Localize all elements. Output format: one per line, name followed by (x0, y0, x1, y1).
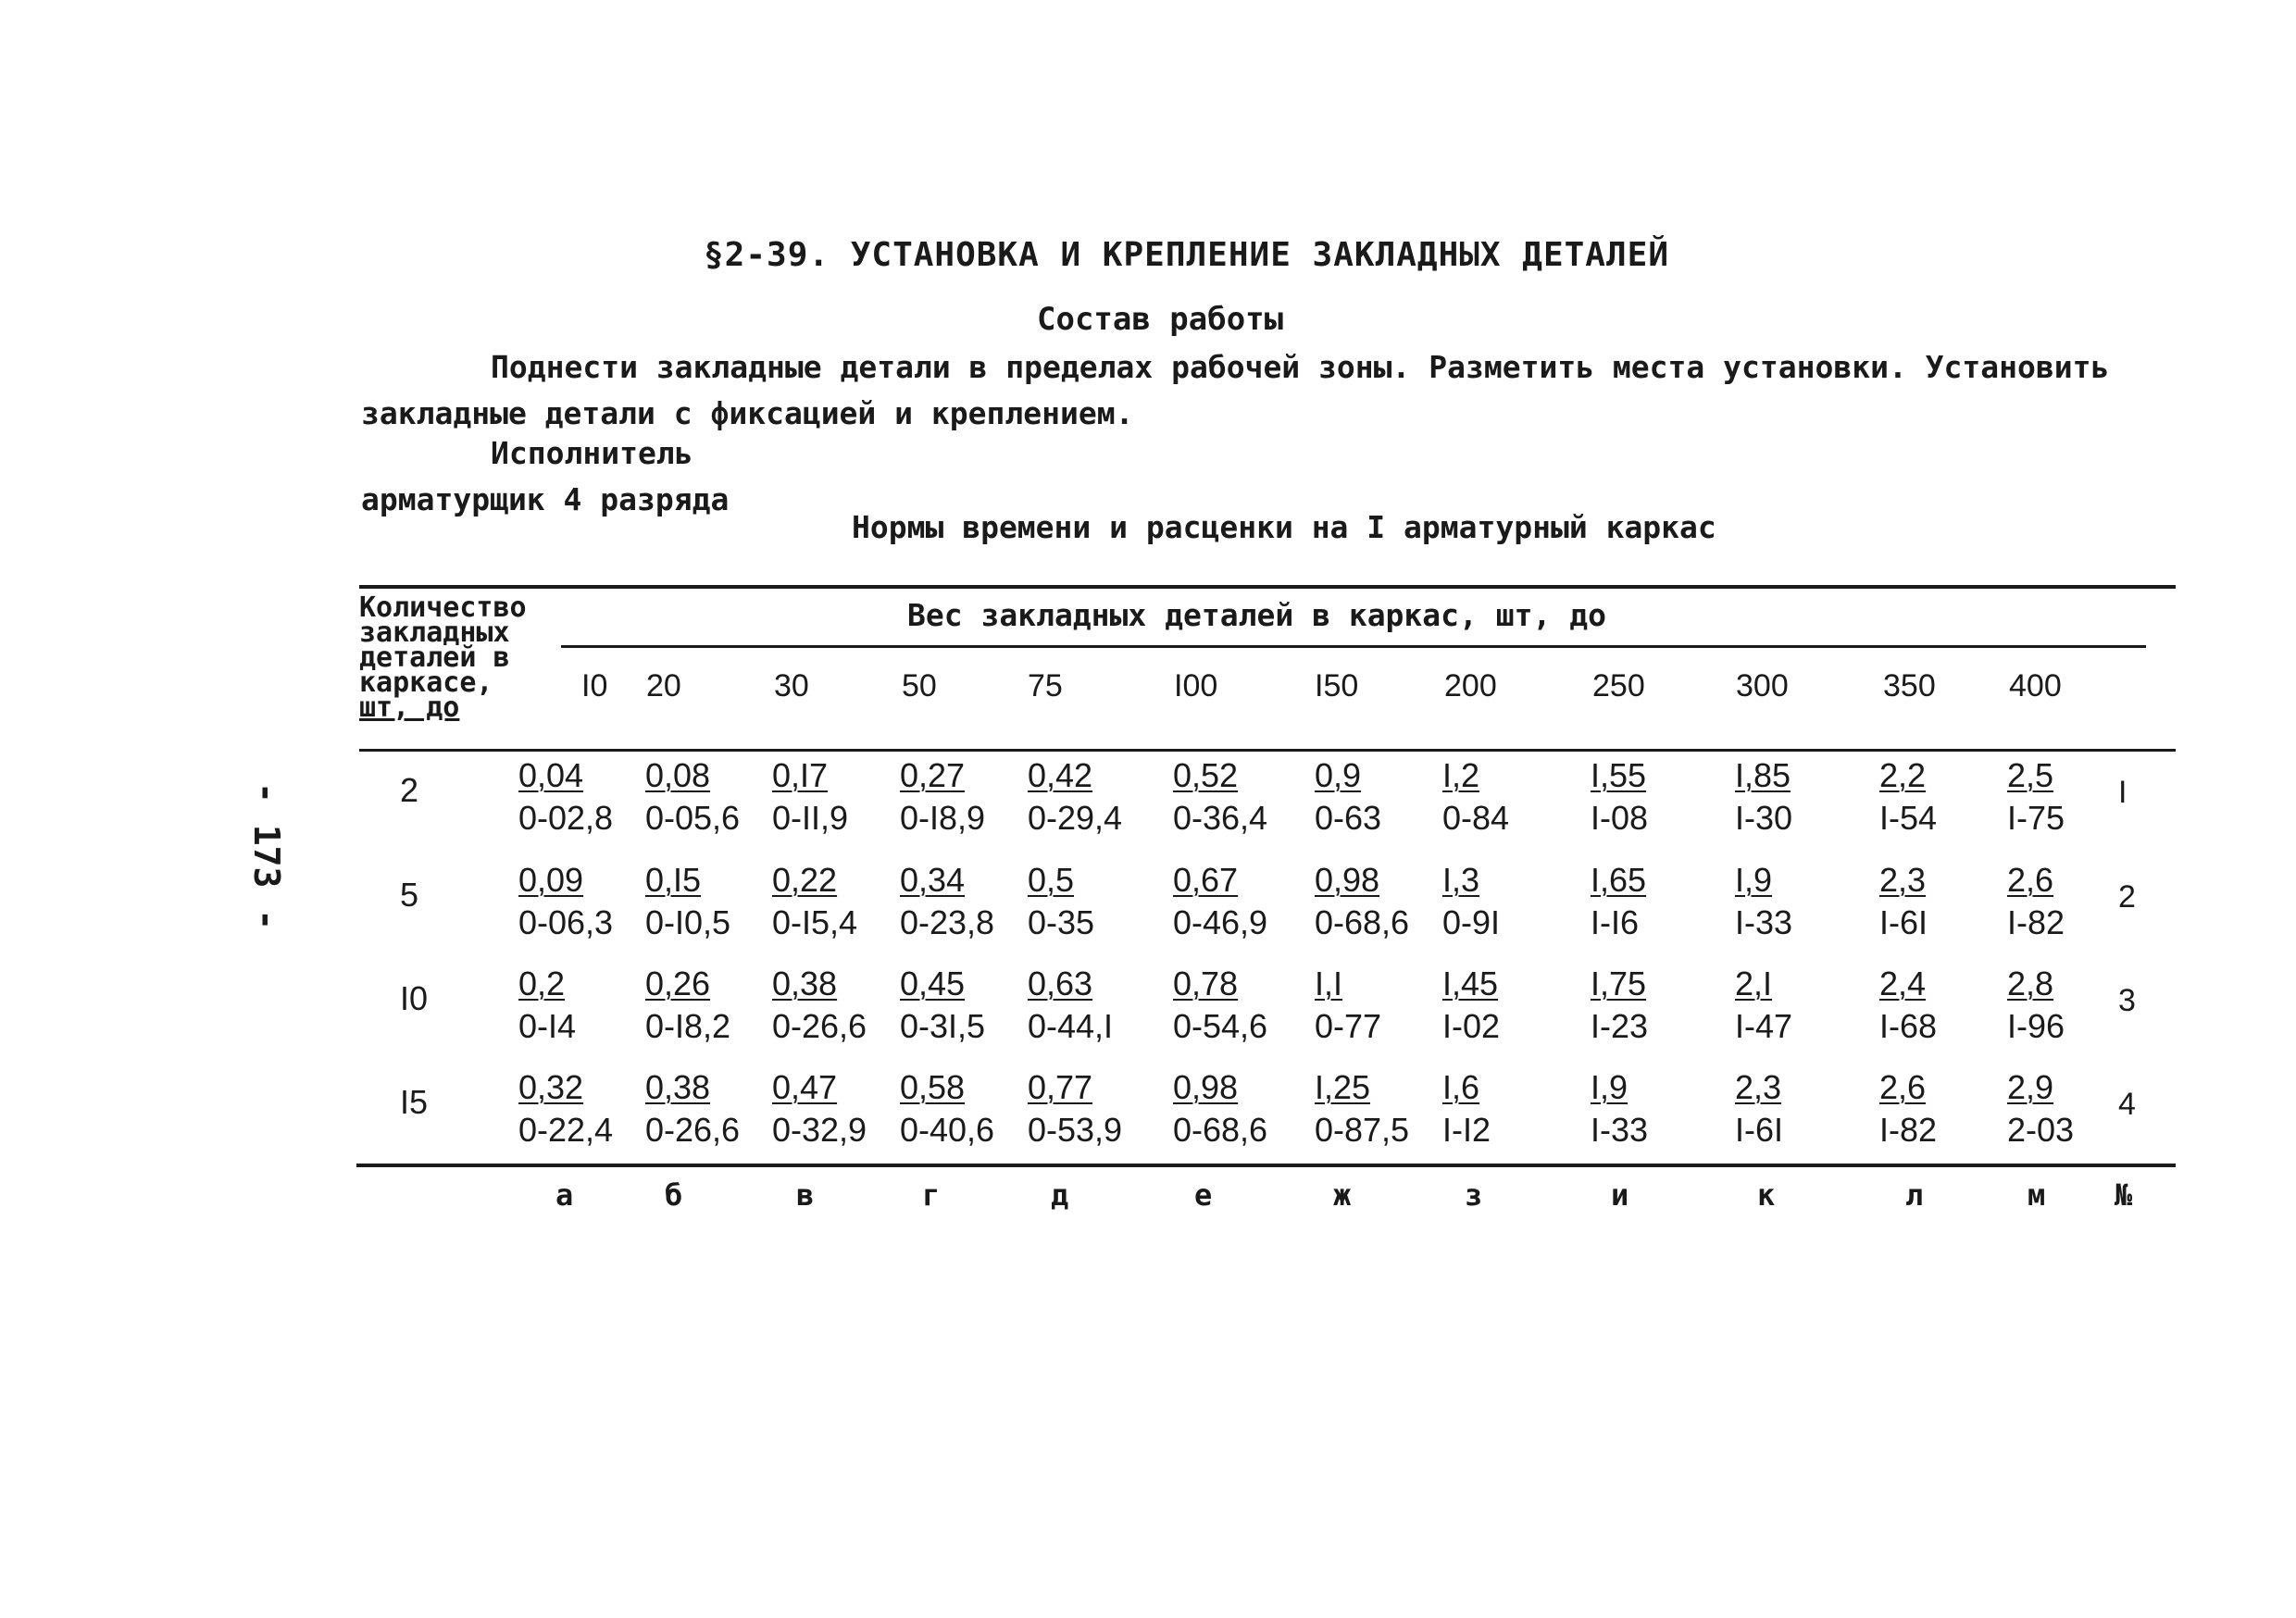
header-bottom-rule (359, 749, 2176, 752)
table-cell (1315, 1066, 1409, 1151)
column-header: 75 (1028, 668, 1063, 703)
price-rate: 0-54,6 (1173, 1007, 1268, 1045)
price-rate: 0-35 (1028, 903, 1095, 941)
price-rate: 0-05,6 (645, 799, 741, 837)
table-cell (1315, 859, 1409, 944)
price-rate: 0-II,9 (772, 799, 849, 837)
column-letter: а (555, 1177, 574, 1213)
column-letter: д (1051, 1177, 1069, 1213)
price-rate: I-02 (1442, 1007, 1501, 1045)
table-cell (1173, 1066, 1267, 1151)
time-norm: 0,09 (518, 861, 584, 899)
column-header: 30 (774, 668, 809, 703)
price-rate: 2-03 (2007, 1111, 2075, 1149)
table-cell (1442, 754, 1509, 840)
table-cell (1028, 1066, 1122, 1151)
time-norm: 0,77 (1028, 1068, 1093, 1106)
price-rate: 0-I4 (518, 1007, 577, 1045)
table-cell (900, 754, 985, 840)
time-norm: I,55 (1591, 756, 1647, 794)
price-rate: 0-06,3 (518, 903, 614, 941)
time-norm: I,3 (1442, 861, 1480, 899)
time-norm: 0,04 (518, 756, 584, 794)
column-header: 200 (1444, 668, 1497, 703)
price-rate: I-23 (1591, 1007, 1649, 1045)
price-rate: 0-23,8 (900, 903, 995, 941)
time-norm: 0,63 (1028, 965, 1093, 1002)
table-cell (900, 963, 985, 1048)
time-norm: 0,98 (1173, 1068, 1239, 1106)
time-norm: 2,3 (1735, 1068, 1782, 1106)
column-header: 20 (646, 668, 681, 703)
column-letter: л (1905, 1177, 1924, 1213)
time-norm: 0,2 (518, 965, 566, 1002)
time-norm: 0,27 (900, 756, 966, 794)
column-header: I0 (581, 668, 608, 703)
work-composition-heading: Состав работы (1037, 301, 1284, 338)
time-norm: I,45 (1442, 965, 1499, 1002)
table-cell (1879, 1066, 1942, 1151)
table-cell (1879, 963, 1942, 1048)
row-header-line: закладных (359, 616, 510, 649)
time-norm: 0,47 (772, 1068, 838, 1106)
table-cell (900, 1066, 994, 1151)
price-rate: I-08 (1591, 799, 1649, 837)
price-rate: I-96 (2007, 1007, 2065, 1045)
table-cell (1735, 1066, 1798, 1151)
time-norm: I,6 (1442, 1068, 1480, 1106)
column-letter: к (1757, 1177, 1776, 1213)
column-letter: м (2028, 1177, 2046, 1213)
price-rate: I-30 (1735, 799, 1793, 837)
time-norm: 0,34 (900, 861, 966, 899)
time-norm: 2,8 (2007, 965, 2054, 1002)
time-norm: 2,2 (1879, 756, 1927, 794)
table-cell (2007, 859, 2070, 944)
column-header: 300 (1736, 668, 1789, 703)
time-norm: 0,I7 (772, 756, 829, 794)
norms-caption: Нормы времени и расценки на I арматурный каркас (852, 509, 1716, 545)
table-cell (2007, 754, 2070, 840)
table-cell (1028, 963, 1113, 1048)
row-number: 4 (2118, 1087, 2136, 1122)
column-header: I50 (1315, 668, 1359, 703)
table-cell (1591, 963, 1663, 1048)
table-cell (1173, 754, 1267, 840)
table-cell (772, 963, 867, 1048)
column-letter: г (922, 1177, 941, 1213)
row-header-label (359, 591, 554, 724)
price-rate: I-82 (1879, 1111, 1938, 1149)
table-cell (1591, 754, 1663, 840)
price-rate: I-54 (1879, 799, 1938, 837)
time-norm: 0,58 (900, 1068, 966, 1106)
header-mid-rule (561, 645, 2146, 648)
time-norm: I,25 (1315, 1068, 1371, 1106)
column-header: 400 (2009, 668, 2062, 703)
row-quantity-label: 5 (400, 876, 419, 914)
price-rate: 0-32,9 (772, 1111, 867, 1149)
time-norm: 2,6 (2007, 861, 2054, 899)
time-norm: 0,9 (1315, 756, 1362, 794)
row-quantity-label: I0 (400, 979, 429, 1017)
column-letter: б (665, 1177, 683, 1213)
time-norm: I,65 (1591, 861, 1647, 899)
price-rate: 0-44,I (1028, 1007, 1114, 1045)
price-rate: 0-53,9 (1028, 1111, 1123, 1149)
table-cell (1315, 963, 1381, 1048)
time-norm: 0,78 (1173, 965, 1239, 1002)
price-rate: I-I2 (1442, 1111, 1491, 1149)
price-rate: 0-68,6 (1173, 1111, 1268, 1149)
price-rate: I-82 (2007, 903, 2065, 941)
time-norm: 0,08 (645, 756, 711, 794)
page-number: - 173 - (246, 782, 287, 931)
row-header-line: шт, до (359, 691, 460, 724)
price-rate: I-6I (1735, 1111, 1784, 1149)
price-rate: I-33 (1735, 903, 1793, 941)
time-norm: 0,5 (1028, 861, 1075, 899)
table-cell (518, 1066, 613, 1151)
table-cell (1028, 754, 1122, 840)
price-rate: 0-I8,9 (900, 799, 986, 837)
table-cell (645, 754, 740, 840)
price-rate: 0-9I (1442, 903, 1501, 941)
time-norm: 2,4 (1879, 965, 1927, 1002)
table-cell (518, 963, 581, 1048)
price-rate: I-75 (2007, 799, 2065, 837)
column-header: I00 (1174, 668, 1218, 703)
column-letter: ж (1333, 1177, 1352, 1213)
price-rate: 0-26,6 (772, 1007, 867, 1045)
column-header: 350 (1883, 668, 1936, 703)
time-norm: 2,I (1735, 965, 1773, 1002)
column-header: 250 (1592, 668, 1645, 703)
price-rate: 0-63 (1315, 799, 1382, 837)
table-cell (1735, 963, 1792, 1048)
table-cell (1028, 859, 1094, 944)
price-rate: I-47 (1735, 1007, 1793, 1045)
work-description: Поднести закладные детали в пределах рабочей зоны. Разметить места установки. Установить закладные детали с фиксацией и креплением. (361, 349, 2110, 431)
price-rate: I-33 (1591, 1111, 1649, 1149)
time-norm: 0,45 (900, 965, 966, 1002)
time-norm: I,85 (1735, 756, 1791, 794)
row-header-line: каркасе, (359, 666, 493, 699)
table-cell (645, 963, 730, 1048)
price-rate: 0-46,9 (1173, 903, 1268, 941)
price-rate: 0-I0,5 (645, 903, 731, 941)
price-rate: I-6I (1879, 903, 1928, 941)
row-quantity-label: 2 (400, 771, 419, 809)
time-norm: 0,38 (645, 1068, 711, 1106)
table-cell (900, 859, 994, 944)
time-norm: 0,26 (645, 965, 711, 1002)
time-norm: I,75 (1591, 965, 1647, 1002)
table-cell (1442, 1066, 1496, 1151)
price-rate: I-I6 (1591, 903, 1640, 941)
table-cell (2007, 1066, 2074, 1151)
time-norm: I,I (1315, 965, 1343, 1002)
column-header: 50 (902, 668, 937, 703)
section-title: §2-39. УСТАНОВКА И КРЕПЛЕНИЕ ЗАКЛАДНЫХ ДЕТАЛЕЙ (704, 236, 1669, 274)
column-letter: з (1465, 1177, 1483, 1213)
table-cell (772, 859, 857, 944)
price-rate: 0-3I,5 (900, 1007, 986, 1045)
row-header-line: деталей в (359, 641, 510, 674)
table-top-rule (359, 585, 2176, 589)
price-rate: 0-77 (1315, 1007, 1382, 1045)
time-norm: 2,6 (1879, 1068, 1927, 1106)
time-norm: 0,I5 (645, 861, 702, 899)
table-cell (772, 1066, 867, 1151)
table-cell (1591, 1066, 1648, 1151)
time-norm: 0,22 (772, 861, 838, 899)
executor-label: Исполнитель (491, 435, 693, 471)
price-rate: 0-29,4 (1028, 799, 1123, 837)
price-rate: 0-I8,2 (645, 1007, 731, 1045)
table-cell (2007, 963, 2070, 1048)
time-norm: 2,3 (1879, 861, 1927, 899)
row-number: 3 (2118, 983, 2136, 1018)
table-cell (1735, 754, 1807, 840)
row-header-line: Количество (359, 591, 527, 624)
row-quantity-label: I5 (400, 1083, 429, 1121)
price-rate: 0-87,5 (1315, 1111, 1410, 1149)
table-cell (1879, 754, 1942, 840)
table-cell (1735, 859, 1792, 944)
weight-heading: Вес закладных деталей в каркас, шт, до (907, 597, 1606, 633)
row-number: 2 (2118, 879, 2136, 915)
price-rate: 0-02,8 (518, 799, 614, 837)
table-cell (1315, 754, 1381, 840)
time-norm: I,9 (1591, 1068, 1628, 1106)
number-symbol: № (2115, 1177, 2133, 1213)
price-rate: 0-40,6 (900, 1111, 995, 1149)
executor-value: арматурщик 4 разряда (361, 481, 730, 517)
time-norm: 0,67 (1173, 861, 1239, 899)
column-letter: в (796, 1177, 815, 1213)
time-norm: 0,38 (772, 965, 838, 1002)
price-rate: 0-I5,4 (772, 903, 858, 941)
table-cell (1442, 963, 1515, 1048)
price-rate: 0-68,6 (1315, 903, 1410, 941)
price-rate: 0-84 (1442, 799, 1510, 837)
table-cell (1879, 859, 1942, 944)
time-norm: I,9 (1735, 861, 1773, 899)
price-rate: 0-36,4 (1173, 799, 1268, 837)
table-cell (1173, 963, 1267, 1048)
table-cell (518, 859, 613, 944)
time-norm: 0,98 (1315, 861, 1380, 899)
time-norm: I,2 (1442, 756, 1480, 794)
time-norm: 0,42 (1028, 756, 1093, 794)
table-cell (1442, 859, 1500, 944)
price-rate: 0-22,4 (518, 1111, 614, 1149)
time-norm: 0,32 (518, 1068, 584, 1106)
column-letter: е (1194, 1177, 1213, 1213)
table-cell (518, 754, 613, 840)
table-cell (772, 754, 848, 840)
table-cell (1591, 859, 1663, 944)
table-cell (645, 859, 730, 944)
time-norm: 2,9 (2007, 1068, 2054, 1106)
table-cell (645, 1066, 740, 1151)
price-rate: I-68 (1879, 1007, 1938, 1045)
time-norm: 2,5 (2007, 756, 2054, 794)
table-cell (1173, 859, 1267, 944)
price-rate: 0-26,6 (645, 1111, 741, 1149)
time-norm: 0,52 (1173, 756, 1239, 794)
table-bottom-rule (356, 1164, 2176, 1167)
column-letter: и (1611, 1177, 1629, 1213)
row-number: I (2118, 775, 2128, 810)
